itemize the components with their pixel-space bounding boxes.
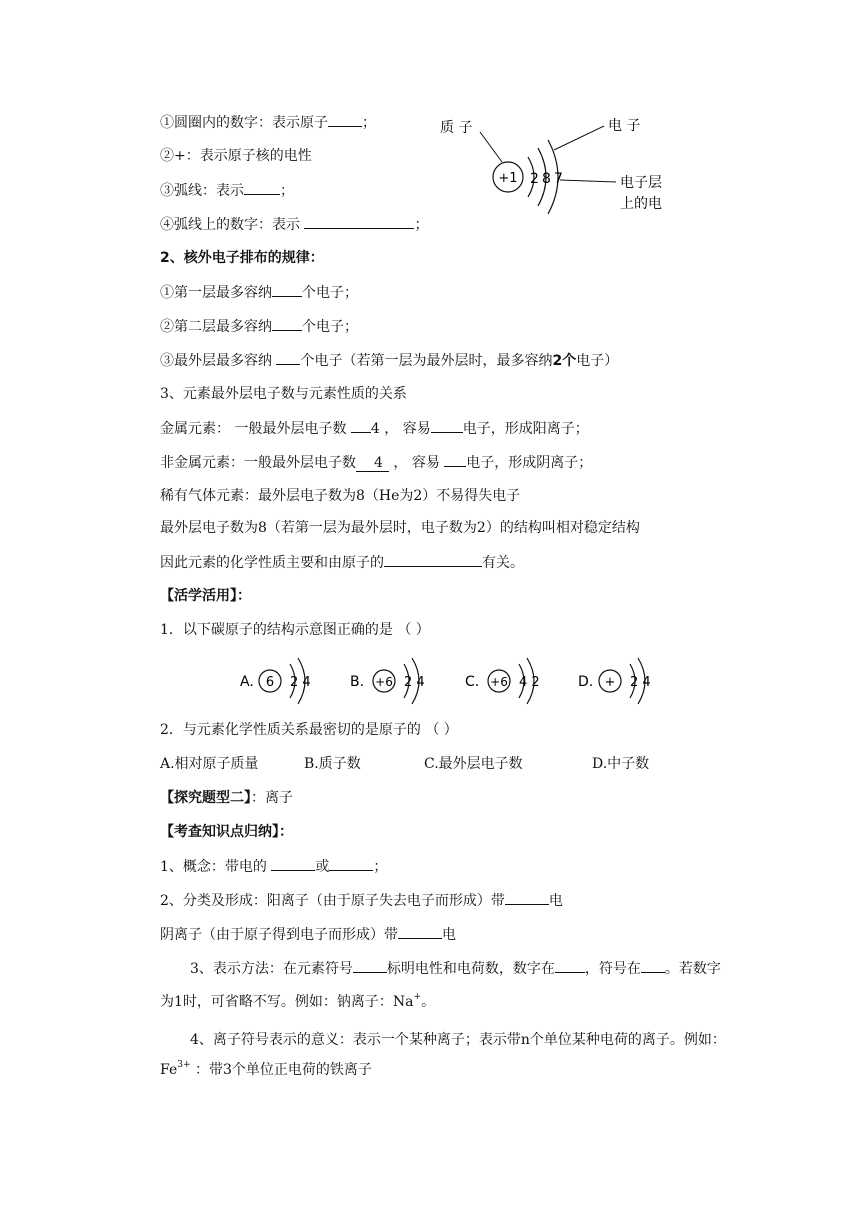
charge-superscript: + [413, 992, 422, 1002]
noble-line: 稀有气体元素：最外层电子数为8（He为2）不易得失电子 [160, 488, 521, 504]
text: ：离子 [251, 790, 293, 806]
nucleus-value: + [604, 675, 616, 690]
answer-blank[interactable] [351, 418, 371, 433]
carbon-options-diagram [230, 650, 670, 706]
conclusion-line [160, 552, 524, 573]
text: 为1时，可省略不写。例如：钠离子：Na [160, 994, 414, 1010]
text: 电子，形成阳离子； [462, 421, 589, 437]
electron-values: 2 4 [404, 675, 425, 690]
answer-blank[interactable] [431, 418, 463, 433]
text: 有关。 [482, 555, 524, 571]
answer-blank[interactable] [304, 214, 414, 229]
text: ， 容易 [384, 421, 431, 437]
text: 电 [442, 927, 456, 943]
text: ； [373, 859, 388, 875]
text[interactable]: 4 [356, 455, 389, 472]
electron-label: 电 子 [608, 118, 641, 134]
answer-blank[interactable] [555, 958, 585, 973]
rule-1 [160, 282, 358, 303]
stable-line: 最外层电子数为8（若第一层为最外层时，电子数为2）的结构叫相对稳定结构 [160, 520, 640, 536]
structure-line-2: ②+：表示原子核的电性 [160, 148, 312, 164]
structure-line-3 [160, 180, 294, 201]
electron-values: 2 4 [290, 675, 311, 690]
text: 因此元素的化学性质主要和由原子的 [160, 555, 384, 571]
rule-2 [160, 316, 358, 337]
answer-blank[interactable] [353, 958, 387, 973]
text: Fe [160, 1062, 178, 1078]
option-c [465, 658, 540, 704]
text: 。若数字 [664, 961, 721, 977]
text: ； [414, 217, 429, 233]
structure-line-1 [160, 112, 376, 133]
answer-blank[interactable] [384, 552, 482, 567]
answer-blank[interactable] [272, 316, 302, 331]
relation-title: 3、元素最外层电子数与元素性质的关系 [160, 386, 407, 402]
nucleus-value: +6 [375, 675, 393, 689]
text: 非金属元素：一般最外层电子数 [160, 455, 356, 471]
text: 电子，形成阴离子； [466, 455, 593, 471]
text: ； [280, 183, 294, 199]
option-letter: B. [350, 674, 365, 690]
notation-line-2 [160, 992, 435, 1012]
nucleus-value: +1 [498, 171, 518, 186]
answer-blank[interactable] [398, 924, 442, 939]
metal-line [160, 418, 589, 439]
shell-2-count: 8 [542, 171, 551, 187]
text: 阴离子（由于原子得到电子而形成）带 [160, 927, 398, 943]
text: 金属元素： 一般最外层电子数 [160, 421, 347, 437]
electron-values: 4 2 [519, 675, 540, 690]
text: ②第二层最多容纳 [160, 319, 272, 335]
classification-line-2 [160, 924, 456, 945]
answer-blank[interactable] [276, 350, 300, 365]
rules-title: 2、核外电子排布的规律： [160, 250, 324, 266]
answer-blank[interactable] [328, 112, 362, 127]
option-letter: C. [465, 674, 480, 690]
text: 电子） [576, 353, 619, 369]
concept-line [160, 856, 387, 877]
text: ④弧线上的数字：表示 [160, 217, 300, 233]
text: ③最外层最多容纳 [160, 353, 272, 369]
q2-option-a[interactable]: A.相对原子质量 [160, 756, 259, 772]
answer-blank[interactable] [272, 282, 302, 297]
charge-superscript: 3+ [177, 1060, 191, 1070]
text: ：带3个单位正电荷的铁离子 [194, 1062, 372, 1078]
atom-structure-diagram [430, 110, 690, 220]
option-letter: A. [240, 674, 254, 690]
nucleus-value: 6 [265, 675, 275, 690]
rule-3 [160, 350, 618, 371]
answer-blank[interactable] [271, 856, 315, 871]
classification-line-1 [160, 890, 563, 911]
q2-option-c[interactable]: C.最外层电子数 [424, 756, 523, 772]
q2-option-b[interactable]: B.质子数 [304, 756, 361, 772]
text: 或 [315, 859, 330, 875]
proton-pointer [480, 132, 502, 162]
shell-3-count: 7 [554, 171, 563, 187]
option-a [240, 658, 311, 704]
question-2: 2．与元素化学性质关系最密切的是原子的 （ ） [160, 722, 458, 738]
text: 。 [421, 994, 436, 1010]
text: 【探究题型二】 [160, 790, 251, 806]
meaning-line-2 [160, 1060, 372, 1080]
option-letter: D. [578, 674, 594, 690]
text: ①第一层最多容纳 [160, 285, 272, 301]
answer-blank[interactable] [641, 958, 665, 973]
structure-line-4 [160, 214, 428, 235]
shell-label-2: 上的电 [620, 196, 662, 212]
text: 1、概念：带电的 [160, 859, 267, 875]
electron-pointer [554, 126, 604, 150]
proton-label: 质 子 [440, 120, 473, 136]
nucleus-value: +6 [490, 675, 508, 689]
text: 2个 [552, 353, 577, 369]
nonmetal-line [160, 452, 592, 473]
shell-1-count: 2 [530, 171, 539, 187]
text: 电 [548, 893, 563, 909]
text: 4 [370, 421, 380, 437]
shell-pointer [560, 180, 616, 182]
option-b [350, 658, 425, 704]
section-ion [160, 788, 293, 808]
option-d [578, 658, 651, 704]
text: ， 容易 [393, 455, 440, 471]
practice-title: 【活学活用】： [160, 588, 251, 604]
q2-option-d[interactable]: D.中子数 [592, 756, 650, 772]
text: 个电子（若第一层为最外层时，最多容纳 [300, 353, 553, 369]
answer-blank[interactable] [444, 452, 466, 467]
electron-values: 2 4 [630, 675, 651, 690]
knowledge-title: 【考查知识点归纳】： [160, 824, 293, 840]
answer-blank[interactable] [329, 856, 373, 871]
text: 3、表示方法：在元素符号 [190, 961, 353, 977]
text: 个电子； [302, 285, 358, 301]
notation-line-1 [190, 958, 721, 979]
meaning-line-1: 4、离子符号表示的意义：表示一个某种离子；表示带n个单位某种电荷的离子。例如： [190, 1032, 726, 1048]
text: ，符号在 [584, 961, 641, 977]
text: ①圆圈内的数字：表示原子 [160, 115, 328, 131]
question-1: 1．以下碳原子的结构示意图正确的是 （ ） [160, 622, 430, 638]
text: 标明电性和电荷数，数字在 [386, 961, 555, 977]
text: ； [362, 115, 376, 131]
text: 个电子； [302, 319, 358, 335]
text: 2、分类及形成：阳离子（由于原子失去电子而形成）带 [160, 893, 505, 909]
answer-blank[interactable] [244, 180, 280, 195]
text: ③弧线：表示 [160, 183, 244, 199]
shell-label-1: 电子层 [620, 175, 662, 191]
answer-blank[interactable] [505, 890, 549, 905]
